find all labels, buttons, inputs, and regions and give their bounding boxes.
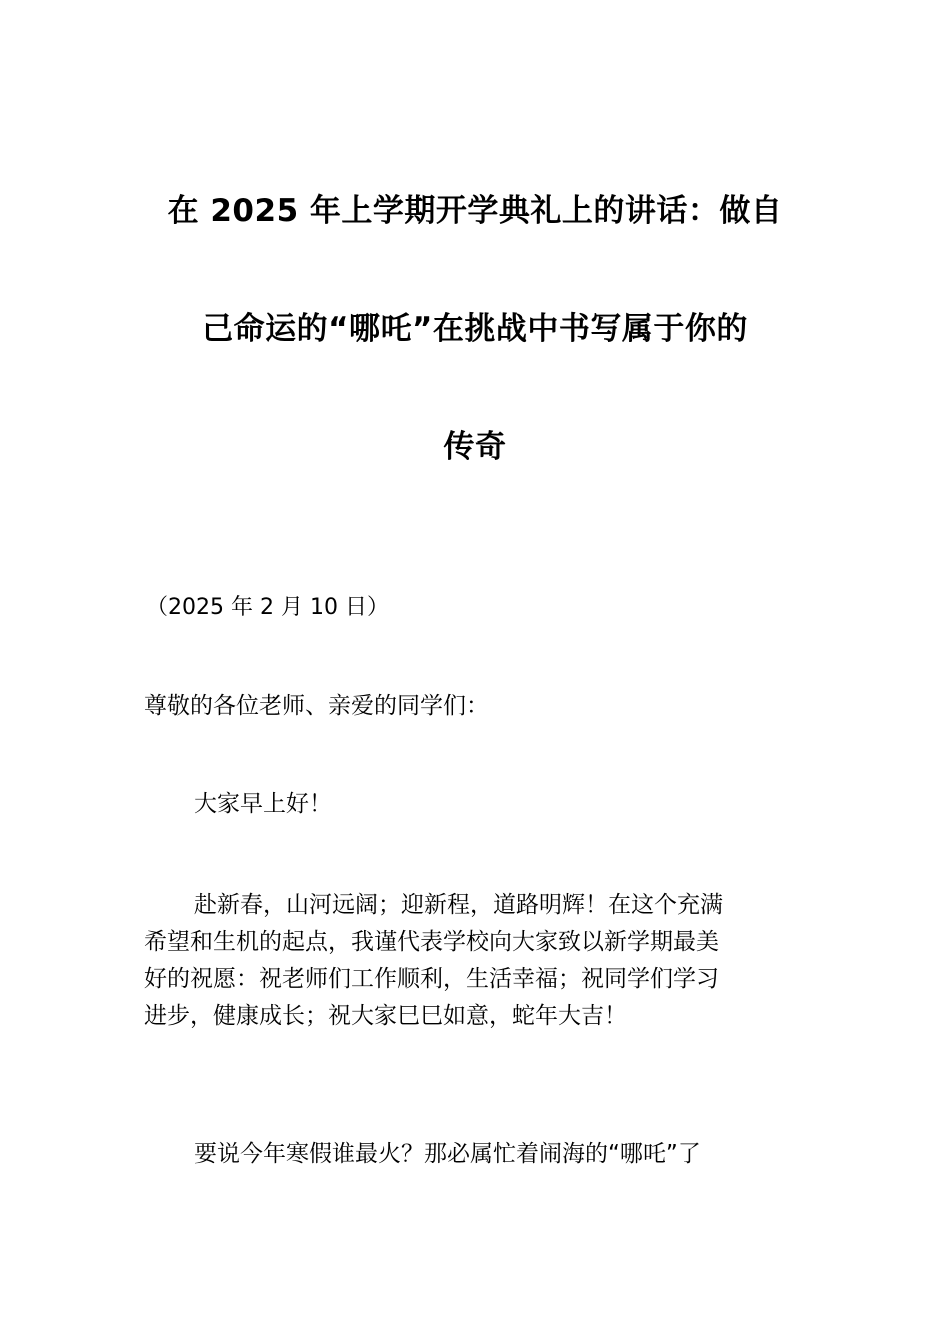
title-line: 在 2025 年上学期开学典礼上的讲话：做自: [167, 193, 783, 229]
paragraph-line: 大家早上好！: [194, 791, 332, 817]
paragraph-new-semester-wishes: [144, 887, 812, 1035]
paragraph-line: 赴新春，山河远阔；迎新程，道路明辉！在这个充满: [194, 892, 723, 918]
title-line: 传奇: [443, 429, 507, 465]
document-title: [140, 152, 810, 506]
paragraph-line: 希望和生机的起点，我谨代表学校向大家致以新学期最美: [144, 929, 719, 955]
title-line: 己命运的“哪吒”在挑战中书写属于你的: [202, 311, 748, 347]
salutation: 尊敬的各位老师、亲爱的同学们：: [144, 693, 489, 719]
paragraph-line: 好的祝愿：祝老师们工作顺利，生活幸福；祝同学们学习: [144, 966, 719, 992]
paragraph-line: 进步，健康成长；祝大家巳巳如意，蛇年大吉！: [144, 1003, 627, 1029]
speech-date: （2025 年 2 月 10 日）: [146, 595, 389, 620]
paragraph-nezha-intro: [144, 1136, 812, 1173]
paragraph-greeting: [144, 786, 812, 823]
paragraph-line: 要说今年寒假谁最火？那必属忙着闹海的“哪吒”了: [194, 1141, 701, 1167]
